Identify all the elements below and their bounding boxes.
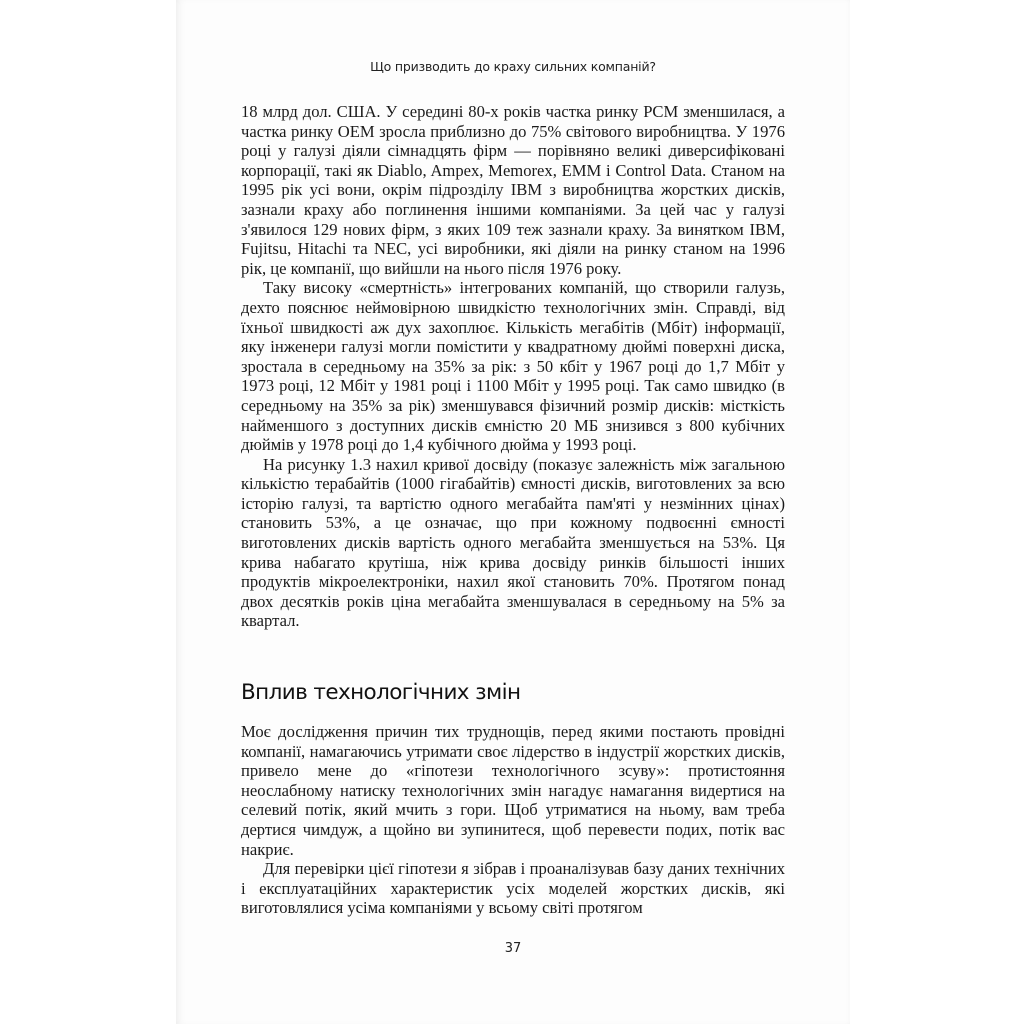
paragraph-4: Моє дослідження причин тих труднощів, перед якими постають провідні компанії, намагаючись утримати своє лідерство в індустрії жорстких дисків, привело мене до «гіпотези технологічного зсуву»: протистояння неослабному натиску технологічних змін нагадує намагання видертися на селевий потік, який мчить з гори. Щоб утриматися на ньому, вам треба дертися чимдуж, а щойно ви зупинитеся, щоб перевести подих, потік вас накриє. [241, 722, 785, 859]
body-text [241, 102, 785, 918]
page-number: 37 [504, 941, 522, 956]
book-page [176, 0, 850, 1024]
paragraph-3: На рисунку 1.3 нахил кривої досвіду (показує залежність між загальною кількістю терабайтів (1000 гігабайтів) ємності дисків, виготовлених за всю історію галузі, та вартістю одного мегабайта пам'яті у незмінних цінах) становить 53%, а це означає, що при кожному подвоєнні ємності виготовлених дисків вартість одного мегабайта зменшується на 53%. Ця крива набагато крутіша, ніж крива досвіду ринків більшості інших продуктів мікроелектроніки, нахил якої становить 70%. Протягом понад двох десятків років ціна мегабайта зменшувалася в середньому на 5% за квартал. [241, 454, 785, 631]
section-heading: Вплив технологічних змін [241, 680, 521, 706]
paragraph-2: Таку високу «смертність» інтегрованих компаній, що створили галузь, дехто пояснює неймовірною швидкістю технологічних змін. Справді, від їхньої швидкості аж дух захоплює. Кількість мегабітів (Мбіт) інформації, яку інженери галузі могли помістити у квадратному дюймі поверхні диска, зростала в середньому на 35% за рік: з 50 кбіт у 1967 році до 1,7 Мбіт у 1973 році, 12 Мбіт у 1981 році і 1100 Мбіт у 1995 році. Так само швидко (в середньому на 35% за рік) зменшувався фізичний розмір дисків: місткість найменшого з доступних дисків ємністю 20 МБ знизився з 800 кубічних дюймів у 1978 році до 1,4 кубічного дюйма у 1993 році. [241, 278, 785, 455]
paragraph-1: 18 млрд дол. США. У середині 80-х років частка ринку PCM зменшилася, а частка ринку OEM зросла приблизно до 75% світового виробництва. У 1976 році у галузі діяли сімнадцять фірм — порівняно великі диверсифіковані корпорації, такі як Diablo, Ampex, Memorex, EMM і Control Data. Станом на 1995 рік усі вони, окрім підрозділу IBM з виробництва жорстких дисків, зазнали краху або поглинення іншими компаніями. За цей час у галузі з'явилося 129 нових фірм, з яких 109 теж зазнали краху. За винятком IBM, Fujitsu, Hitachi та NEC, усі виробники, які діяли на ринку станом на 1996 рік, це компанії, що вийшли на нього після 1976 року. [241, 102, 785, 278]
paragraph-5: Для перевірки цієї гіпотези я зібрав і проаналізував базу даних технічних і експлуатаційних характеристик усіх моделей жорстких дисків, які виготовлялися усіма компаніями у всьому світі протягом [241, 859, 785, 918]
running-header: Що призводить до краху сильних компаній? [370, 59, 656, 74]
